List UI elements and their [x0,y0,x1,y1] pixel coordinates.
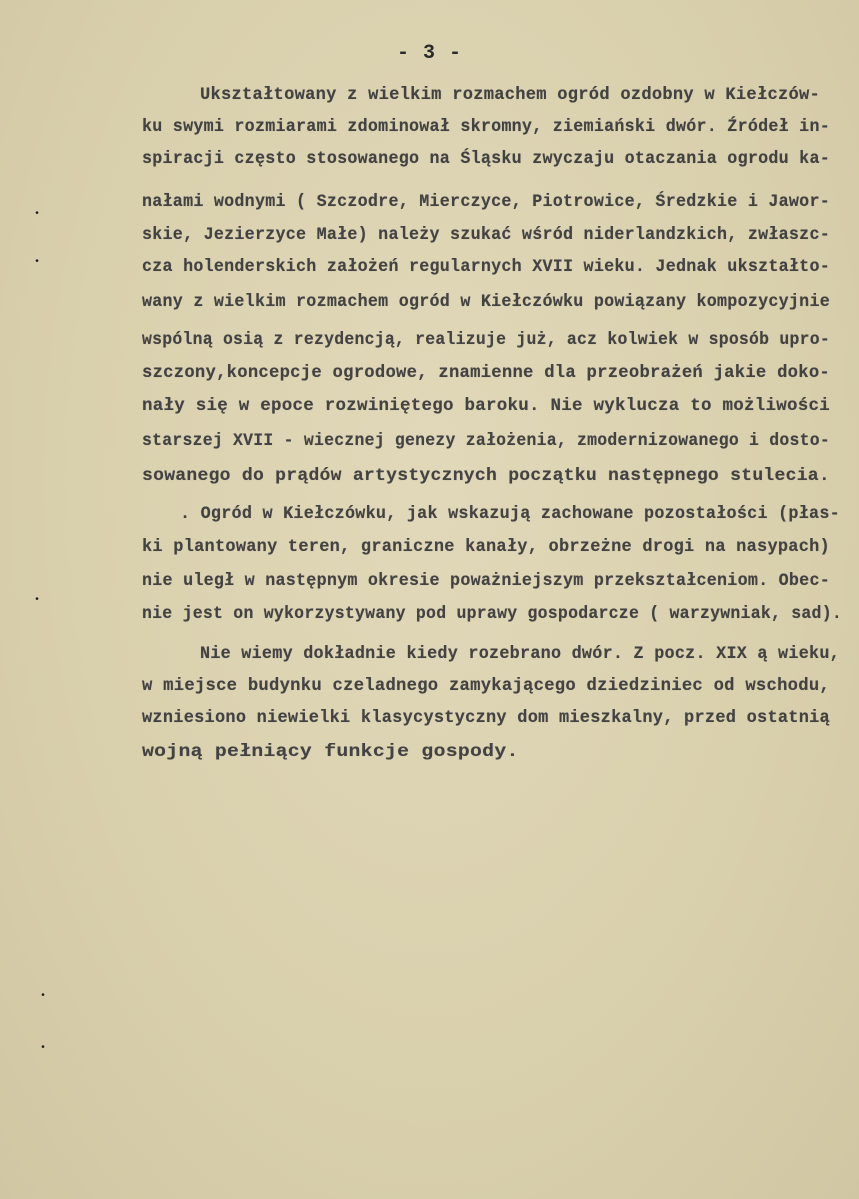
text-line: skie, Jezierzyce Małe) należy szukać wśród niderlandzkich, zwłaszc- [142,226,830,245]
text-line: . Ogród w Kiełczówku, jak wskazują zachowane pozostałości (płas- [180,505,840,524]
text-line: nie uległ w następnym okresie poważniejszym przekształceniom. Obec- [142,572,830,591]
margin-mark: • [34,209,41,220]
text-line: nały się w epoce rozwiniętego baroku. Nie wyklucza to możliwości [142,397,830,416]
text-line: wspólną osią z rezydencją, realizuje już, acz kolwiek w sposób upro- [142,331,830,350]
text-line: wany z wielkim rozmachem ogród w Kiełczówku powiązany kompozycyjnie [142,293,830,312]
text-line: nałami wodnymi ( Szczodre, Mierczyce, Piotrowice, Średzkie i Jawor- [142,193,830,212]
text-line: wzniesiono niewielki klasycystyczny dom mieszkalny, przed ostatnią [142,709,830,728]
text-line: nie jest on wykorzystywany pod uprawy gospodarcze ( warzywniak, sad). [142,605,842,624]
margin-mark: • [40,991,47,1002]
text-line: Ukształtowany z wielkim rozmachem ogród ozdobny w Kiełczów- [200,86,820,105]
margin-mark: • [34,257,41,268]
text-line: spiracji często stosowanego na Śląsku zwyczaju otaczania ogrodu ka- [142,150,830,169]
text-line: ku swymi rozmiarami zdominował skromny, ziemiański dwór. Źródeł in- [142,118,830,137]
margin-mark: • [40,1043,47,1054]
text-line: cza holenderskich założeń regularnych XVII wieku. Jednak ukształto- [142,258,830,277]
text-line: wojną pełniący funkcje gospody. [142,743,519,762]
text-line: Nie wiemy dokładnie kiedy rozebrano dwór. Z pocz. XIX ą wieku, [200,645,840,664]
text-line: ki plantowany teren, graniczne kanały, obrzeżne drogi na nasypach) [142,538,830,557]
text-line: w miejsce budynku czeladnego zamykającego dziedziniec od wschodu, [142,677,830,696]
text-line: sowanego do prądów artystycznych początku następnego stulecia. [142,467,830,486]
page-number: - 3 - [396,42,462,65]
text-line: szczony,koncepcje ogrodowe, znamienne dla przeobrażeń jakie doko- [142,364,830,383]
text-line: starszej XVII - wiecznej genezy założenia, zmodernizowanego i dosto- [142,432,830,451]
margin-mark: • [34,595,41,606]
